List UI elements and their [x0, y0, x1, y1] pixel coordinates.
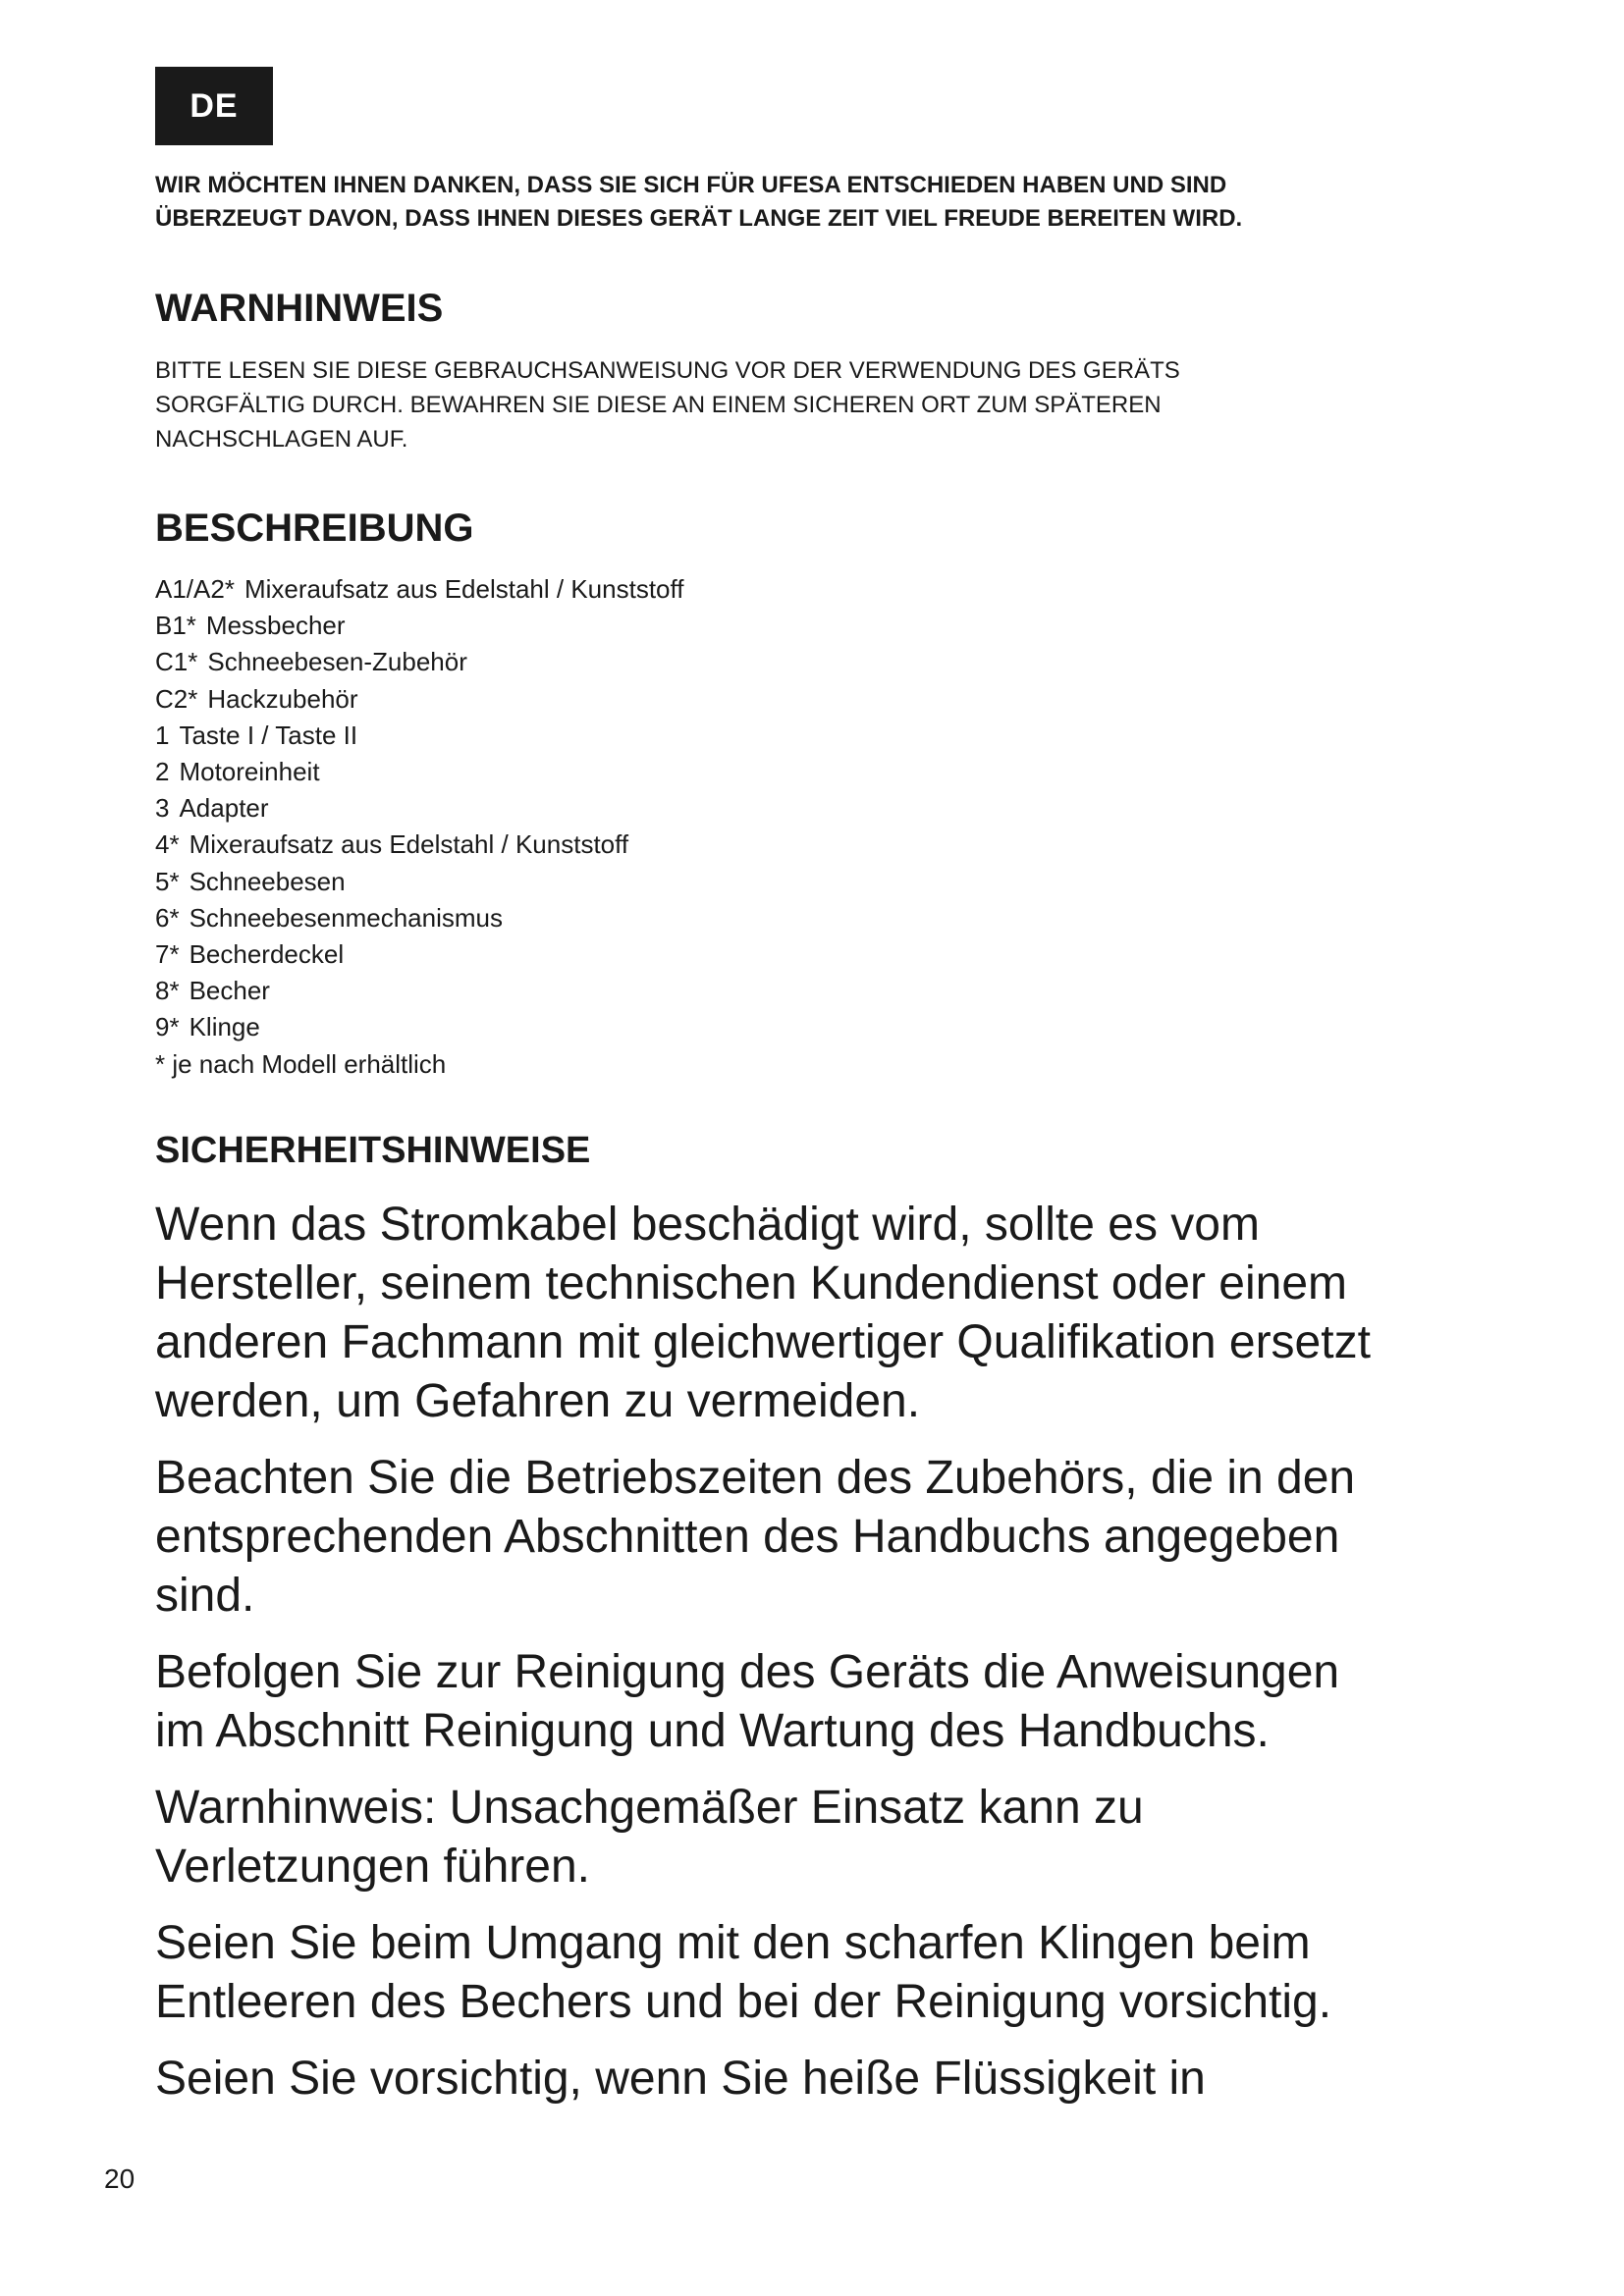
safety-paragraph	[155, 1449, 1530, 1626]
parts-list	[155, 571, 683, 1083]
part-label: Schneebesen-Zubehör	[207, 647, 467, 677]
safety-line: Befolgen Sie zur Reinigung des Geräts die Anweisungen	[155, 1646, 1340, 1698]
safety-paragraph	[155, 1196, 1530, 1431]
safety-line: anderen Fachmann mit gleichwertiger Qualifikation ersetzt	[155, 1316, 1371, 1368]
list-item	[155, 973, 683, 1009]
list-item	[155, 571, 683, 608]
safety-line: werden, um Gefahren zu vermeiden.	[155, 1375, 921, 1427]
part-label: Mixeraufsatz aus Edelstahl / Kunststoff	[244, 574, 684, 604]
part-label: Mixeraufsatz aus Edelstahl / Kunststoff	[189, 829, 629, 860]
list-item	[155, 754, 683, 790]
intro-line: ÜBERZEUGT DAVON, DASS IHNEN DIESES GERÄT LANGE ZEIT VIEL FREUDE BEREITEN WIRD.	[155, 205, 1243, 232]
part-label: Schneebesenmechanismus	[189, 902, 503, 933]
list-item	[155, 718, 683, 754]
part-code: A1/A2*	[155, 574, 235, 604]
part-label: Taste I / Taste II	[179, 720, 358, 750]
part-code: 9*	[155, 1012, 180, 1042]
warning-line: SORGFÄLTIG DURCH. BEWAHREN SIE DIESE AN EINEM SICHEREN ORT ZUM SPÄTEREN	[155, 392, 1162, 418]
safety-line: Verletzungen führen.	[155, 1841, 590, 1893]
description-heading: BESCHREIBUNG	[155, 507, 474, 550]
intro-line: WIR MÖCHTEN IHNEN DANKEN, DASS SIE SICH FÜR UFESA ENTSCHIEDEN HABEN UND SIND	[155, 172, 1227, 198]
footnote: * je nach Modell erhältlich	[155, 1048, 447, 1079]
list-item	[155, 790, 683, 827]
part-code: 7*	[155, 939, 180, 970]
list-item	[155, 681, 683, 718]
part-code: B1*	[155, 611, 196, 641]
part-label: Schneebesen	[189, 866, 346, 896]
safety-line: Seien Sie vorsichtig, wenn Sie heiße Flüssigkeit in	[155, 2053, 1206, 2105]
safety-paragraph	[155, 1914, 1530, 2032]
list-item	[155, 644, 683, 680]
part-label: Messbecher	[205, 611, 346, 641]
part-code: 6*	[155, 902, 180, 933]
safety-paragraph	[155, 1643, 1530, 1761]
list-item	[155, 608, 683, 644]
safety-line: Entleeren des Bechers und bei der Reinigung vorsichtig.	[155, 1976, 1332, 2028]
part-code: 2	[155, 757, 170, 787]
safety-text	[155, 1196, 1530, 2126]
safety-line: Warnhinweis: Unsachgemäßer Einsatz kann zu	[155, 1782, 1144, 1834]
list-item	[155, 936, 683, 973]
part-label: Becher	[189, 976, 270, 1006]
part-code: C2*	[155, 683, 198, 714]
warning-heading: WARNHINWEIS	[155, 287, 444, 330]
safety-paragraph	[155, 2050, 1530, 2109]
list-item	[155, 900, 683, 936]
page-number: 20	[104, 2163, 135, 2194]
safety-line: im Abschnitt Reinigung und Wartung des Handbuchs.	[155, 1705, 1270, 1757]
list-item	[155, 827, 683, 863]
safety-line: entsprechenden Abschnitten des Handbuchs angegeben	[155, 1511, 1340, 1563]
part-label: Klinge	[189, 1012, 260, 1042]
part-label: Adapter	[179, 793, 269, 824]
safety-paragraph	[155, 1779, 1530, 1896]
part-label: Hackzubehör	[207, 683, 358, 714]
warning-line: BITTE LESEN SIE DIESE GEBRAUCHSANWEISUNG VOR DER VERWENDUNG DES GERÄTS	[155, 357, 1180, 384]
intro-text	[155, 169, 1490, 236]
part-code: 5*	[155, 866, 180, 896]
safety-heading: SICHERHEITSHINWEISE	[155, 1130, 591, 1171]
safety-line: Seien Sie beim Umgang mit den scharfen Klingen beim	[155, 1917, 1311, 1969]
warning-line: NACHSCHLAGEN AUF.	[155, 426, 408, 453]
list-item	[155, 864, 683, 900]
part-label: Motoreinheit	[179, 757, 320, 787]
safety-line: sind.	[155, 1570, 255, 1622]
part-code: C1*	[155, 647, 198, 677]
part-code: 1	[155, 720, 170, 750]
part-label: Becherdeckel	[189, 939, 345, 970]
safety-line: Beachten Sie die Betriebszeiten des Zubehörs, die in den	[155, 1452, 1356, 1504]
list-item	[155, 1009, 683, 1045]
part-code: 8*	[155, 976, 180, 1006]
safety-line: Wenn das Stromkabel beschädigt wird, sollte es vom	[155, 1199, 1260, 1251]
part-code: 4*	[155, 829, 180, 860]
part-code: 3	[155, 793, 170, 824]
safety-line: Hersteller, seinem technischen Kundendienst oder einem	[155, 1257, 1348, 1309]
warning-text	[155, 353, 1490, 456]
language-badge: DE	[155, 67, 273, 145]
